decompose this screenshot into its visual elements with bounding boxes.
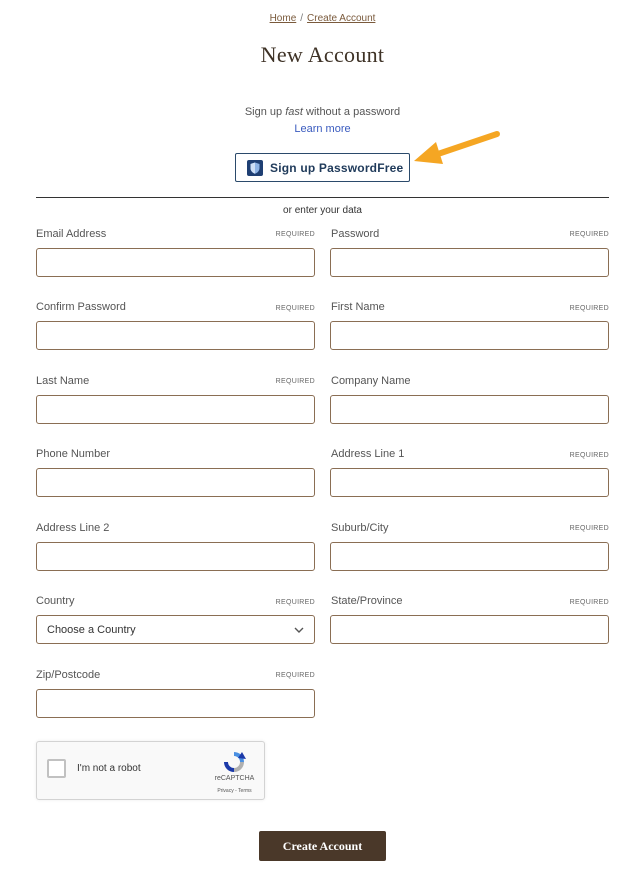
address-line-1-field[interactable] bbox=[330, 468, 609, 497]
state-label: State/Province bbox=[331, 595, 403, 607]
breadcrumb-separator: / bbox=[300, 13, 304, 24]
shield-icon bbox=[247, 160, 263, 176]
first-name-label: First Name bbox=[331, 301, 385, 313]
city-label: Suburb/City bbox=[331, 522, 389, 534]
section-divider bbox=[36, 197, 609, 198]
confirm-password-field[interactable] bbox=[36, 321, 315, 350]
zip-field[interactable] bbox=[36, 689, 315, 718]
recaptcha-icon bbox=[221, 750, 247, 774]
country-required-badge: REQUIRED bbox=[275, 599, 315, 606]
breadcrumb-home-link[interactable]: Home bbox=[269, 13, 297, 24]
city-required-badge: REQUIRED bbox=[569, 525, 609, 532]
create-account-button[interactable]: Create Account bbox=[259, 831, 386, 861]
phone-field[interactable] bbox=[36, 468, 315, 497]
last-name-required-badge: REQUIRED bbox=[275, 378, 315, 385]
breadcrumb bbox=[0, 13, 637, 24]
recaptcha-label: I'm not a robot bbox=[77, 763, 141, 774]
password-required-badge: REQUIRED bbox=[569, 231, 609, 238]
recaptcha-widget bbox=[36, 741, 265, 800]
last-name-label: Last Name bbox=[36, 375, 90, 387]
learn-more-link[interactable]: Learn more bbox=[294, 123, 351, 135]
email-label: Email Address bbox=[36, 228, 107, 240]
first-name-field[interactable] bbox=[330, 321, 609, 350]
tagline-suffix: without a password bbox=[306, 106, 401, 118]
zip-required-badge: REQUIRED bbox=[275, 672, 315, 679]
password-field[interactable] bbox=[330, 248, 609, 277]
address-line-1-required-badge: REQUIRED bbox=[569, 452, 609, 459]
email-required-badge: REQUIRED bbox=[275, 231, 315, 238]
address-line-2-field[interactable] bbox=[36, 542, 315, 571]
passwordfree-button-label: Sign up PasswordFree bbox=[270, 160, 404, 175]
address-line-2-label: Address Line 2 bbox=[36, 522, 110, 534]
country-label: Country bbox=[36, 595, 75, 607]
learn-more-row bbox=[0, 123, 637, 135]
password-label: Password bbox=[331, 228, 380, 240]
recaptcha-checkbox[interactable] bbox=[47, 759, 66, 778]
or-enter-data-text: or enter your data bbox=[283, 205, 362, 216]
chevron-down-icon bbox=[294, 627, 304, 633]
confirm-password-required-badge: REQUIRED bbox=[275, 305, 315, 312]
phone-label: Phone Number bbox=[36, 448, 110, 460]
confirm-password-label: Confirm Password bbox=[36, 301, 126, 313]
recaptcha-privacy-terms[interactable]: Privacy - Terms bbox=[217, 788, 252, 794]
city-field[interactable] bbox=[330, 542, 609, 571]
state-required-badge: REQUIRED bbox=[569, 599, 609, 606]
signup-tagline bbox=[0, 106, 637, 118]
zip-label: Zip/Postcode bbox=[36, 669, 101, 681]
address-line-1-label: Address Line 1 bbox=[331, 448, 405, 460]
breadcrumb-current-link[interactable]: Create Account bbox=[307, 13, 376, 24]
tagline-emphasis: fast bbox=[285, 106, 303, 118]
arrow-icon bbox=[410, 126, 505, 171]
state-field[interactable] bbox=[330, 615, 609, 644]
country-select[interactable] bbox=[36, 615, 315, 644]
passwordfree-signup-button[interactable] bbox=[235, 153, 410, 182]
company-name-label: Company Name bbox=[331, 375, 411, 387]
country-select-value: Choose a Country bbox=[47, 623, 136, 636]
last-name-field[interactable] bbox=[36, 395, 315, 424]
first-name-required-badge: REQUIRED bbox=[569, 305, 609, 312]
email-field[interactable] bbox=[36, 248, 315, 277]
tagline-prefix: Sign up bbox=[244, 106, 283, 118]
page-title: New Account bbox=[260, 42, 385, 67]
company-name-field[interactable] bbox=[330, 395, 609, 424]
recaptcha-brand: reCAPTCHA bbox=[214, 775, 255, 782]
